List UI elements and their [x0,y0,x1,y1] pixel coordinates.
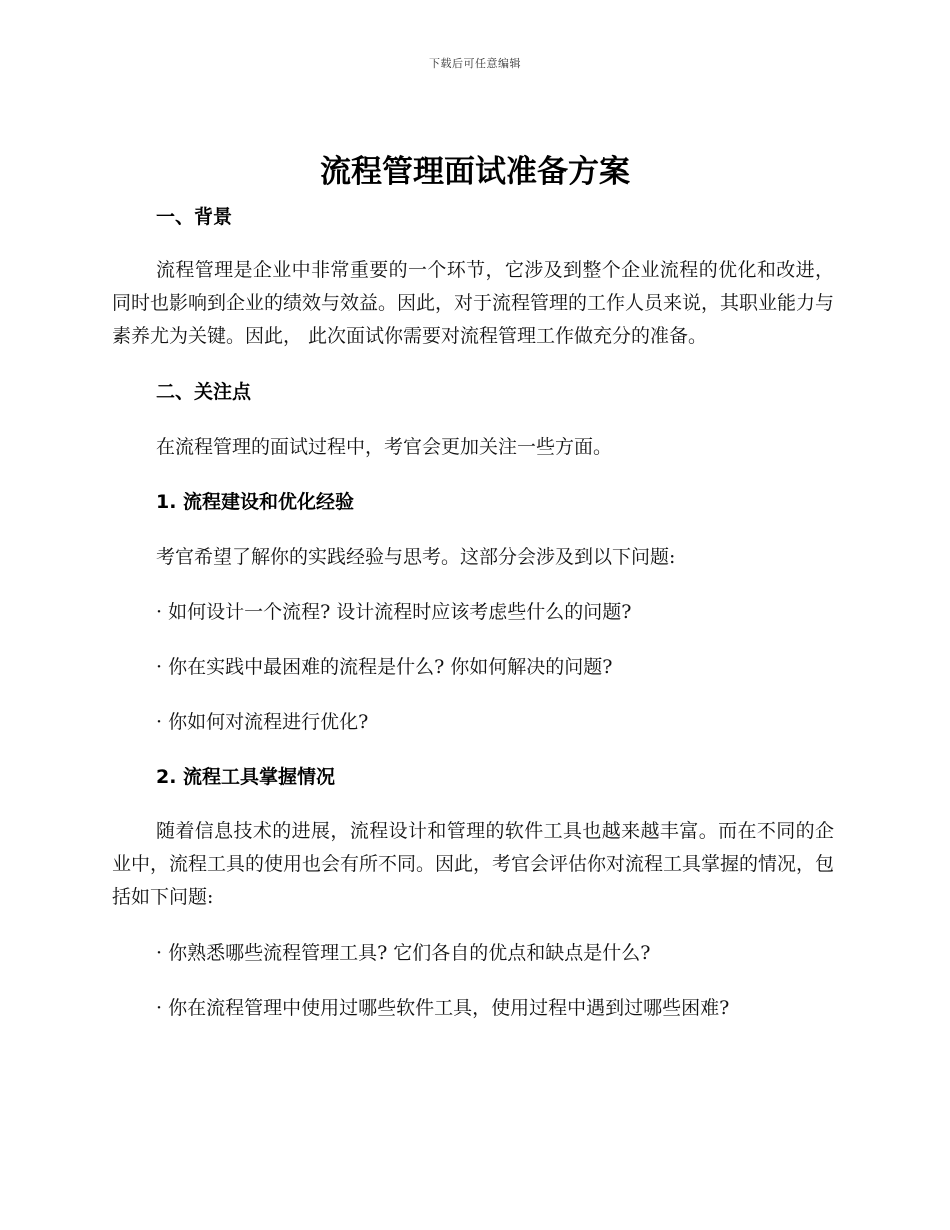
subsection-heading-experience: 1. 流程建设和优化经验 [156,491,355,513]
section-heading-focus: 二、关注点 [156,381,252,403]
document-title: 流程管理面试准备方案 [320,154,630,190]
tools-paragraph: 随着信息技术的进展，流程设计和管理的软件工具也越来越丰富。而在不同的企业中，流程工具的使用也会有所不同。因此，考官会评估你对流程工具掌握的情况，包括如下问题: [112,820,835,908]
experience-bullet: · 如何设计一个流程? 设计流程时应该考虑些什么的问题? [156,601,632,623]
page-header-note: 下载后可任意编辑 [429,57,521,70]
document-body [112,203,834,1022]
tools-bullet: · 你在流程管理中使用过哪些软件工具，使用过程中遇到过哪些困难? [156,997,730,1019]
tools-bullet: · 你熟悉哪些流程管理工具? 它们各自的优点和缺点是什么? [156,942,651,964]
experience-intro: 考官希望了解你的实践经验与思考。这部分会涉及到以下问题: [156,546,676,568]
subsection-heading-tools: 2. 流程工具掌握情况 [156,766,336,788]
section-heading-background: 一、背景 [156,206,233,228]
experience-bullet: · 你如何对流程进行优化? [156,711,369,733]
background-paragraph: 流程管理是企业中非常重要的一个环节，它涉及到整个企业流程的优化和改进，同时也影响到企业的绩效与效益。因此，对于流程管理的工作人员来说，其职业能力与素养尤为关键。因此， 此次面试你需要对流程管理工作做充分的准备。 [112,259,835,347]
focus-intro: 在流程管理的面试过程中，考官会更加关注一些方面。 [156,436,613,458]
experience-bullet: · 你在实践中最困难的流程是什么? 你如何解决的问题? [156,656,613,678]
